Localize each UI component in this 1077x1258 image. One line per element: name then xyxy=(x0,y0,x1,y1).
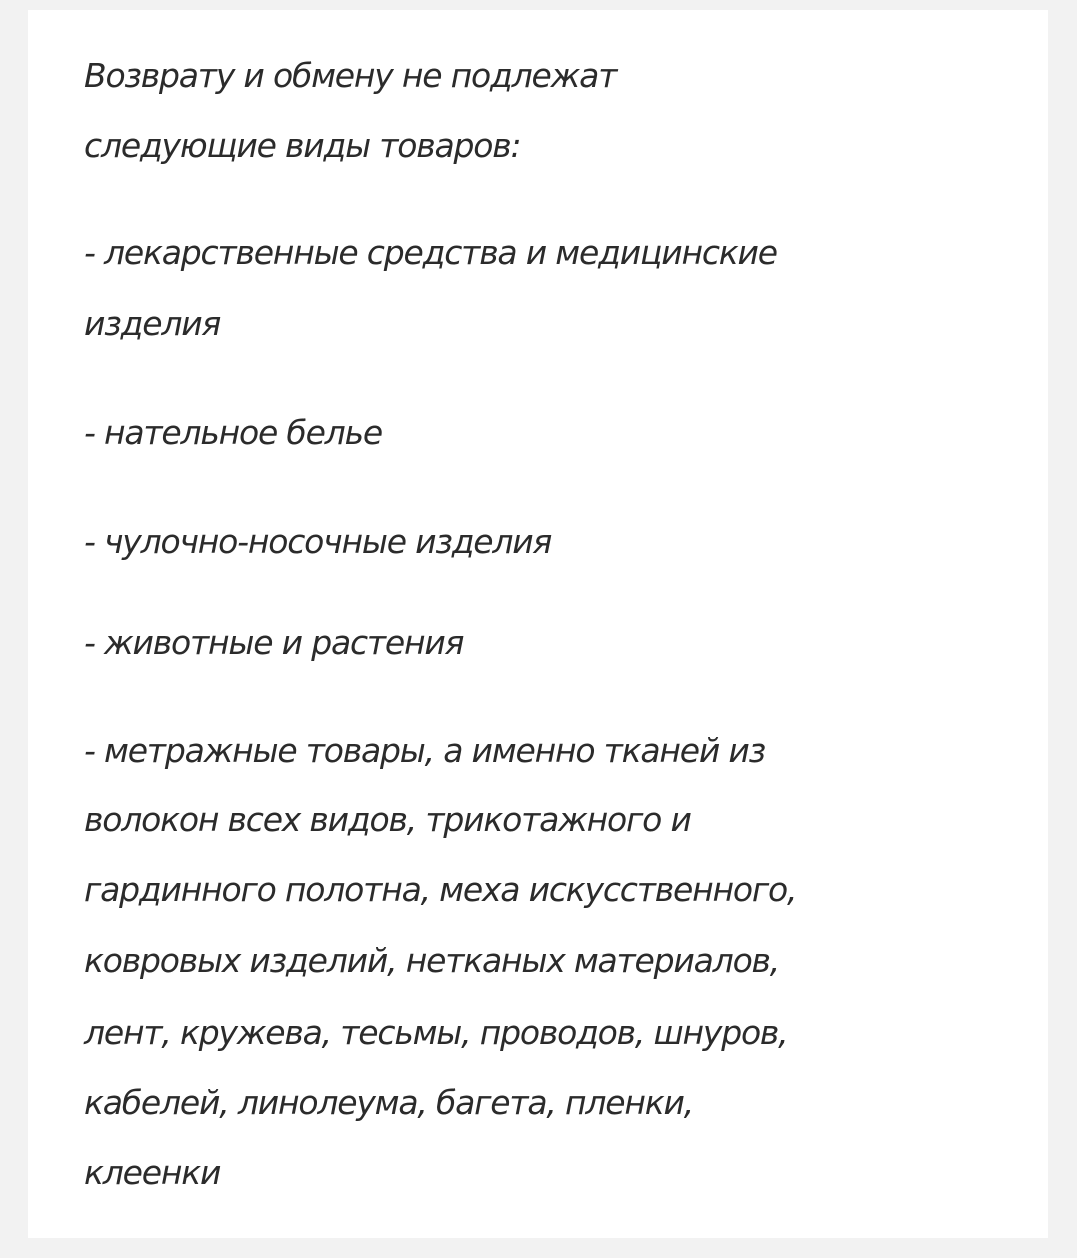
list-item-1-line-1: - лекарственные средства и медицинские xyxy=(84,233,777,272)
list-item-4-line-1: - животные и растения xyxy=(84,623,464,662)
list-item-5-line-2: волокон всех видов, трикотажного и xyxy=(84,800,691,839)
heading-line-1: Возврату и обмену не подлежат xyxy=(84,56,617,95)
list-item-1-line-2: изделия xyxy=(84,304,221,343)
document-page xyxy=(28,10,1048,1238)
list-item-2-line-1: - нательное белье xyxy=(84,413,382,452)
list-item-5-line-4: ковровых изделий, нетканых материалов, xyxy=(84,941,780,980)
list-item-5-line-1: - метражные товары, а именно тканей из xyxy=(84,731,765,770)
list-item-3-line-1: - чулочно-носочные изделия xyxy=(84,522,552,561)
list-item-5-line-7: клеенки xyxy=(84,1153,221,1192)
list-item-5-line-3: гардинного полотна, меха искусственного, xyxy=(84,870,797,909)
list-item-5-line-5: лент, кружева, тесьмы, проводов, шнуров, xyxy=(84,1013,788,1052)
list-item-5-line-6: кабелей, линолеума, багета, пленки, xyxy=(84,1083,694,1122)
heading-line-2: следующие виды товаров: xyxy=(84,126,521,165)
